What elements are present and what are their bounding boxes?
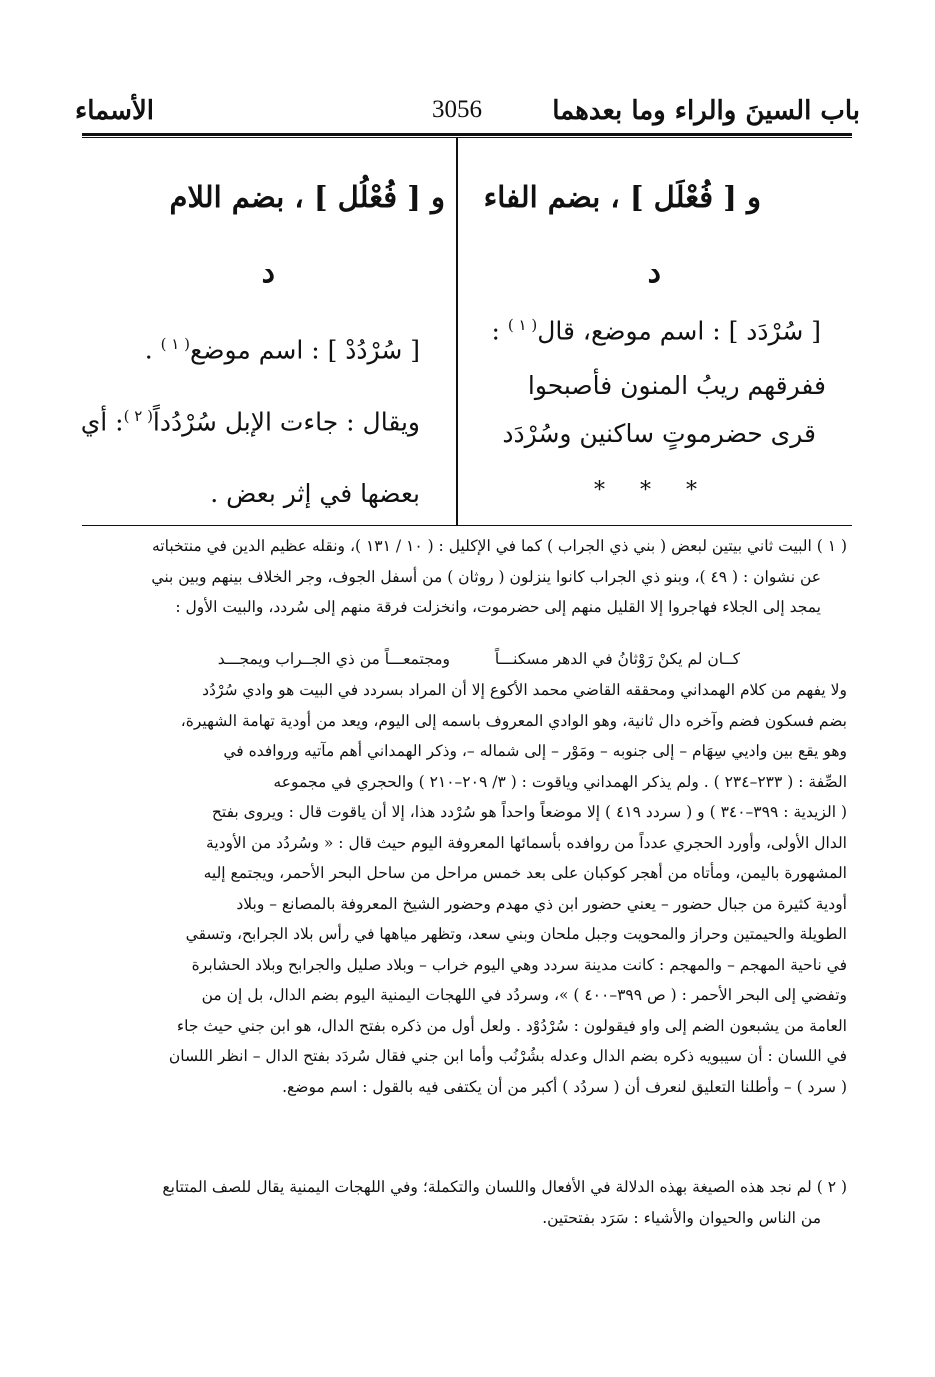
chapter-title: باب السينَ والراء وما بعدهما — [552, 96, 860, 126]
left-entry-line: بعضها في إثر بعض . — [210, 479, 420, 508]
page-number: 3056 — [432, 96, 482, 123]
footnote-rule — [82, 525, 852, 526]
footnote-line: أودية كثيرة من جبال حضور – يعني حضور ابن ذي مهدم وحضور الشيخ المعروفة بالمصانع – وبلاد — [236, 894, 847, 913]
verse-line: ففرقهم ريبُ المنون فأصبحوا — [527, 371, 826, 400]
footnote-line: الطويلة والحيمتين وحراز والمحويت وجبل ملحان وبني سعد، وتظهر مياهها في رأس بلاد الجرابح، وتسقي — [185, 925, 847, 943]
verse-line: قرى حضرموتٍ ساكنين وسُرْدَد — [502, 419, 816, 448]
footnote-line: العامة من يشبعون الضم إلى واو فيقولون : سُرْدُوْد . ولعل أول من ذكره بفتح الدال، هو ابن جني حيث جاء — [176, 1016, 847, 1035]
section-title: الأسماء — [75, 96, 155, 126]
right-letter-heading: د — [647, 255, 661, 290]
left-letter-heading: د — [261, 255, 275, 290]
left-section-heading: و [ فُعْلُل ] ، بضم اللام — [169, 180, 445, 214]
footnote-verse-left: ومجتمعـــاً من ذي الجــراب ويمجـــد — [217, 650, 450, 668]
footnote-line: ( ١ ) البيت ثاني بيتين لبعض ( بني ذي الجراب ) كما في الإكليل : ( ١٠ / ١٣١ )، ونقله عظيم الدين في منتخباته — [151, 537, 847, 555]
footnote-line: بضم فسكون فضم وآخره دال ثانية، وهو الوادي المعروف باسمه إلى اليوم، ويعد من أودية تهامة الشهيرة، — [180, 711, 847, 730]
footnote-line: المشهورة باليمن، ومأتاه من أهجر كوكبان على بعد خمس مراحل من ساحل البحر الأحمر، ويجتمع إليه — [203, 864, 847, 882]
left-entry-line — [81, 407, 420, 436]
footnote-line: في اللسان : أن سيبويه ذكره بضم الدال وعدله بشُرْنُب وأما ابن جني فقال سُردَد بفتح الدال – انظر اللسان — [168, 1047, 847, 1065]
left-entry-text: ويقال : جاءت الإبل سُرْدُداً — [152, 407, 420, 437]
footnote-2 — [82, 1172, 847, 1233]
column-divider — [456, 137, 458, 525]
right-column — [466, 150, 851, 520]
footnote-line: وهو يقع بين واديي سِهَام – إلى جنوبه – ومَوْر – إلى شماله –، وذكر الهمداني أهم مآتيه وروافده في — [223, 742, 847, 760]
left-entry-text: [ سُرْدُدْ ] : اسم موضع — [189, 335, 420, 365]
footnote-1 — [82, 531, 847, 623]
header-rule-thin — [82, 137, 852, 138]
footnote-ref: ( ١ ) — [507, 316, 538, 334]
footnote-line: ( ٢ ) لم نجد هذه الصيغة بهذه الدلالة في الأفعال واللسان والتكملة؛ وفي اللهجات اليمنية يقال للصف المتتابع — [162, 1178, 847, 1196]
footnote-line: ( الزيدية : ٣٩٩–٣٤٠ ) و ( سردد ٤١٩ ) إلا موضعاً واحداً هو سُرْدد هذا، إلا أن ياقوت قال : ويروى بفتح — [211, 803, 847, 821]
section-separator: * * * — [594, 478, 711, 503]
footnote-line: من الناس والحيوان والأشياء : سَرَد بفتحتين. — [542, 1208, 821, 1227]
left-column — [80, 150, 445, 520]
footnote-verse-right: كــان لم يكنْ رَوْثانُ في الدهر مسكنـــاً — [494, 650, 740, 668]
footnote-ref: ( ١ ) — [160, 335, 190, 353]
footnote-line: عن نشوان : ( ٤٩ )، وبنو ذي الجراب كانوا ينزلون ( روثان ) من أسفل الجوف، وجر الخلاف بينهم وبين بني — [151, 567, 821, 586]
footnote-line: الصِّفة : ( ٢٣٣–٢٣٤ ) . ولم يذكر الهمداني وياقوت : ( ٣/ ٢٠٩–٢١٠ ) والحجري في مجموعه — [273, 772, 847, 791]
page-header — [70, 96, 860, 136]
footnote-line: يمجد إلى الجلاء فهاجروا إلا القليل منهم إلى حضرموت، وانخزلت فرقة منهم إلى سُردد، والبيت الأول : — [175, 598, 821, 616]
header-rule — [82, 133, 852, 136]
footnote-line: في ناحية المهجم – والمهجم : كانت مدينة سردد وهي اليوم خراب – وبلاد صليل والجرابح وبلاد الحشابرة — [191, 955, 847, 974]
footnote-line: الدال الأولى، وأورد الحجري عدداً من روافده بأسمائها المعروفة اليوم حيث قال : « وسُردُد من الأودية — [206, 833, 847, 852]
footnote-line: وتفضي إلى البحر الأحمر : ( ص ٣٩٩–٤٠٠ ) »، وسردُد في اللهجات اليمنية اليوم بضم الدال، بل إن من — [201, 986, 847, 1004]
right-section-heading: و [ فُعْلَل ] ، بضم الفاء — [483, 180, 761, 214]
footnote-line: ( سرد ) – وأطلنا التعليق لنعرف أن ( سردُد ) أكبر من أن يكتفى فيه بالقول : اسم موضع. — [282, 1077, 847, 1096]
footnote-1-continued — [82, 675, 847, 1102]
footnote-line: ولا يفهم من كلام الهمداني ومحققه القاضي محمد الأكوع إلا أن المراد بسردد في البيت هو وادي سُرْدُد — [202, 681, 847, 699]
footnote-ref: ( ٢ ) — [123, 407, 153, 425]
right-entry-text: [ سُرْدَد ] : اسم موضع، قال — [537, 316, 821, 346]
right-entry-line: [ سُرْدَد ] : اسم موضع، قال$^{( ١ )}$ : — [491, 316, 821, 346]
left-entry-line: [ سُرْدُدْ ] : اسم موضع$^{( ١ )}$ . — [144, 335, 420, 365]
left-entry-text: : أي — [80, 407, 124, 437]
